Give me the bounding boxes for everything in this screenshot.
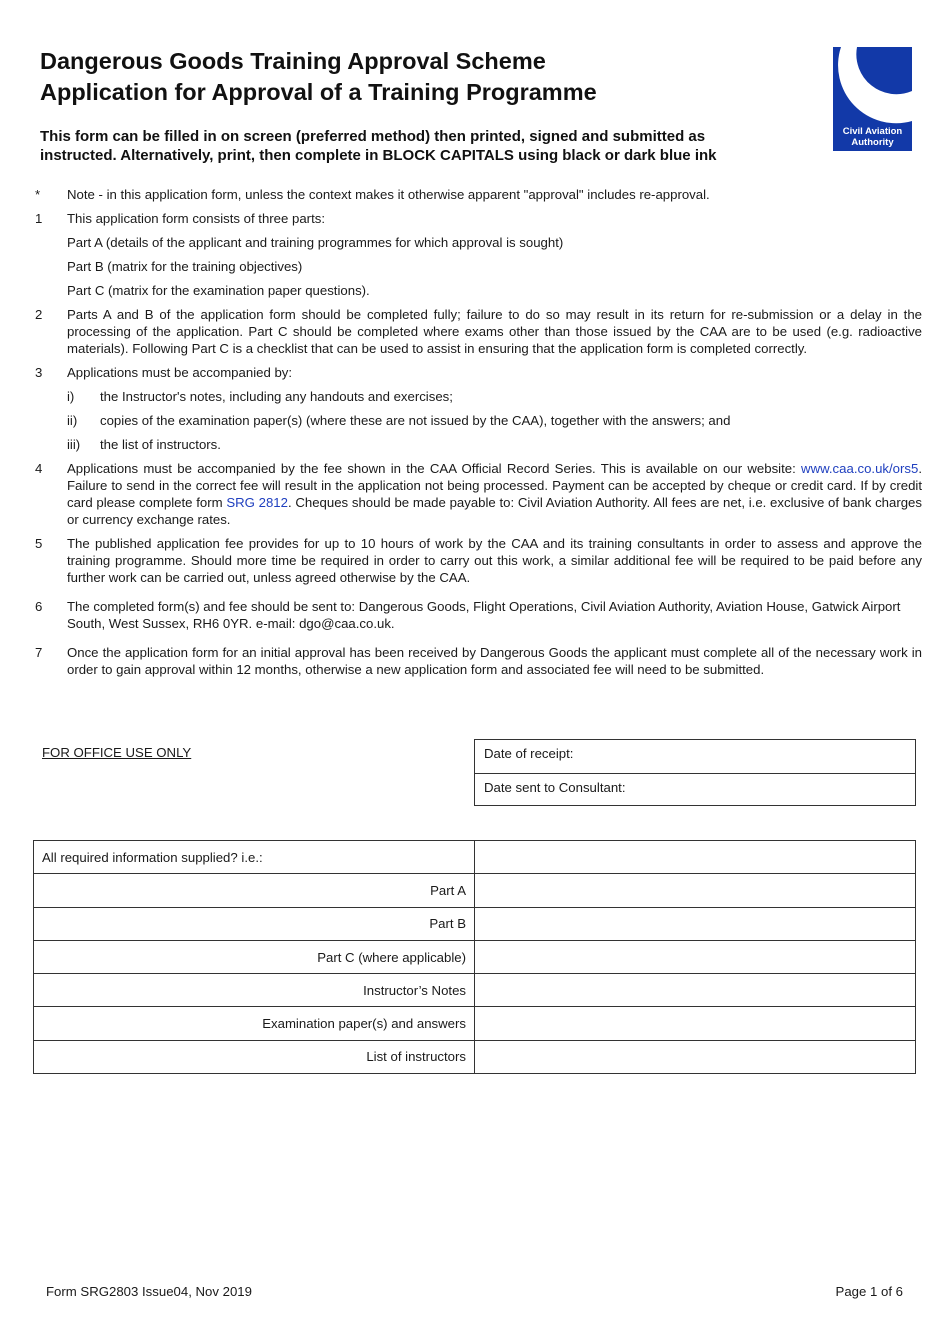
checklist-label: List of instructors	[34, 1040, 475, 1073]
instructions-subtitle	[40, 127, 800, 165]
form-reference: Form SRG2803 Issue04, Nov 2019	[46, 1284, 252, 1299]
item-text: copies of the examination paper(s) (where these are not issued by the CAA), together with the answers; and	[100, 413, 731, 428]
note-number: 7	[35, 645, 43, 660]
table-row	[34, 940, 916, 973]
item-marker: i)	[67, 389, 75, 404]
note-text: The completed form(s) and fee should be sent to: Dangerous Goods, Flight Operations, Civil Aviation Authority, Aviation House, Gatwick Airport South, West Sussex, RH6 0YR. e-mail: dgo@caa.co.uk.	[67, 599, 901, 631]
table-row	[34, 974, 916, 1007]
checklist-label: Instructor’s Notes	[34, 974, 475, 1007]
checklist-label: Part A	[34, 874, 475, 907]
logo-text	[833, 126, 912, 148]
office-use-label: FOR OFFICE USE ONLY	[42, 745, 192, 760]
note-7	[30, 644, 922, 678]
item-text: the list of instructors.	[100, 437, 221, 452]
item-marker: ii)	[67, 413, 78, 428]
checklist-value-cell[interactable]	[475, 1040, 916, 1073]
table-row	[34, 841, 916, 874]
note-number: 4	[35, 461, 43, 476]
date-sent-consultant-field[interactable]: Date sent to Consultant:	[475, 773, 915, 806]
notes-list	[30, 186, 922, 685]
note-4-text-c: . Cheques should be made payable to: Civil Aviation Authority. All fees are net, i.e. exclusive of bank charges or currency exchange rates.	[67, 495, 922, 527]
item-text: the Instructor's notes, including any handouts and exercises;	[100, 389, 453, 404]
note-2	[30, 306, 922, 357]
note-4-text-b: . Failure to send in the correct fee will result in the application not being processed. Payment can be accepted by cheque or credit card. If by credit card please complete form	[67, 461, 922, 510]
checklist-value-cell[interactable]	[475, 974, 916, 1007]
subtitle-line-1: This form can be filled in on screen (preferred method) then printed, signed and submitted as	[40, 128, 706, 145]
note-star	[30, 186, 922, 203]
note-text: The published application fee provides for up to 10 hours of work by the CAA and its training consultants in order to assess and approve the training programme. Should more time be required in order to carry out this work, a similar additional fee will be required to be paid before any further work can be carried out, unless agreed otherwise by the CAA.	[67, 536, 922, 585]
note-text: Once the application form for an initial approval has been received by Dangerous Goods the applicant must complete all of the necessary work in order to gain approval within 12 months, otherwise a new application form and associated fee will need to be submitted.	[67, 645, 922, 677]
note-4	[30, 460, 922, 528]
table-row	[34, 1007, 916, 1040]
table-row	[34, 1040, 916, 1073]
checklist-value-cell[interactable]	[475, 874, 916, 907]
note-text: This application form consists of three parts:	[67, 211, 325, 226]
logo-line-1: Civil Aviation	[842, 126, 903, 137]
checklist-label: Part B	[34, 907, 475, 940]
ors5-link[interactable]: www.caa.co.uk/ors5	[801, 461, 919, 476]
logo-line-2: Authority	[851, 137, 894, 148]
table-row	[34, 907, 916, 940]
note-number: *	[35, 187, 41, 202]
checklist-value-cell[interactable]	[475, 1007, 916, 1040]
checklist-value-cell[interactable]	[475, 940, 916, 973]
note-3	[30, 364, 922, 381]
caa-logo	[833, 47, 912, 151]
checklist-value-cell[interactable]	[475, 841, 916, 874]
note-text	[67, 460, 922, 528]
checklist-label: Part C (where applicable)	[34, 940, 475, 973]
office-use-box	[474, 739, 916, 806]
title-line-2: Application for Approval of a Training Programme	[40, 79, 597, 105]
checklist-table	[33, 840, 916, 1074]
subtitle-line-2: instructed. Alternatively, print, then complete in BLOCK CAPITALS using black or dark blue ink	[40, 147, 717, 164]
note-text: Note - in this application form, unless the context makes it otherwise apparent "approval" includes re-approval.	[67, 187, 710, 202]
note-number: 1	[35, 211, 43, 226]
part-a-description: Part A (details of the applicant and training programmes for which approval is sought)	[67, 235, 564, 250]
note-4-text-a: Applications must be accompanied by the fee shown in the CAA Official Record Series. This is available on our website:	[67, 461, 802, 476]
date-of-receipt-field[interactable]: Date of receipt:	[484, 746, 574, 761]
page-number: Page 1 of 6	[835, 1284, 903, 1299]
form-title	[40, 46, 597, 108]
part-c-description: Part C (matrix for the examination paper questions).	[67, 283, 370, 298]
checklist-header: All required information supplied? i.e.:	[34, 841, 475, 874]
checklist-label: Examination paper(s) and answers	[34, 1007, 475, 1040]
accompany-item	[67, 388, 922, 405]
accompany-item	[67, 436, 922, 453]
note-text: Parts A and B of the application form should be completed fully; failure to do so may result in its return for re-submission or a delay in the processing of the application. Part C should be completed where exams other than those issued by the CAA are to be used (e.g. radioactive materials). Following Part C is a checklist that can be used to assist in ensuring that the application form is completed correctly.	[67, 307, 922, 356]
table-row	[34, 874, 916, 907]
srg2812-link[interactable]: SRG 2812	[226, 495, 288, 510]
part-b-description: Part B (matrix for the training objectives)	[67, 259, 303, 274]
title-line-1: Dangerous Goods Training Approval Scheme	[40, 48, 546, 74]
note-number: 6	[35, 599, 43, 614]
note-number: 5	[35, 536, 43, 551]
note-1	[30, 210, 922, 227]
item-marker: iii)	[67, 437, 81, 452]
checklist-value-cell[interactable]	[475, 907, 916, 940]
note-6	[30, 598, 922, 632]
note-number: 2	[35, 307, 43, 322]
note-5	[30, 535, 922, 586]
accompany-item	[67, 412, 922, 429]
note-number: 3	[35, 365, 43, 380]
note-text: Applications must be accompanied by:	[67, 365, 293, 380]
